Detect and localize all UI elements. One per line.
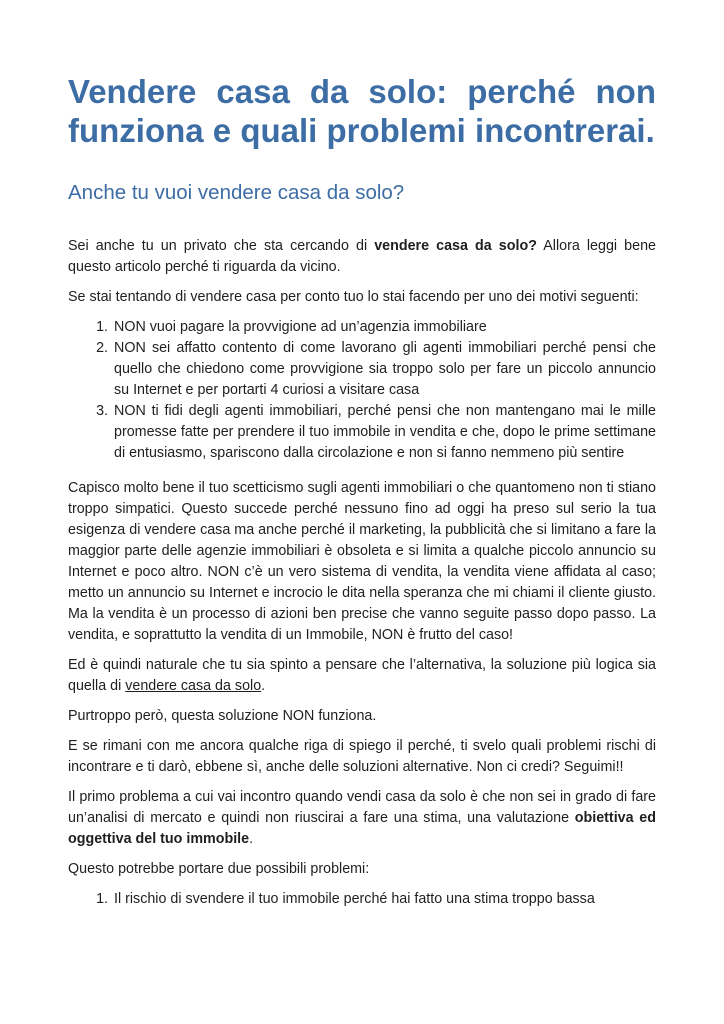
list-item: 1. NON vuoi pagare la provvigione ad un’agenzia immobiliare xyxy=(112,317,656,338)
reasons-list xyxy=(68,317,656,464)
paragraph-not-working: Purtroppo però, questa soluzione NON funziona. xyxy=(68,708,377,724)
bold-keyword: vendere casa da solo? xyxy=(374,238,537,254)
list-item: 3. NON ti fidi degli agenti immobiliari, perché pensi che non mantengano mai le mille promesse fatte per prendere il tuo immobile in vendita e che, dopo le prime settimane di entusiasmo, spariscono dalla circolazione e non si fanno nemmeno più sentire xyxy=(112,401,656,464)
paragraph-scepticism: Capisco molto bene il tuo scetticismo sugli agenti immobiliari o che quantomeno non ti stiano troppo simpatici. Questo succede perché nessuno fino ad oggi ha preso sul serio la tua esigenza di vendere casa ma anche perché il marketing, la pubblicità che si limitano a fare la maggior parte delle agenzie immobiliari è obsoleta e si limita a qualche piccolo annuncio su Internet e poco altro. NON c’è un vero sistema di vendita, la vendita viene affidata al caso; metto un annuncio su Internet e incrocio le dita nella speranza che mi chiami il cliente giusto. Ma la vendita è un processo di azioni ben precise che vanno seguite passo dopo passo. La vendita, e soprattutto la vendita di un Immobile, NON è frutto del caso! xyxy=(68,480,656,643)
article-subtitle: Anche tu vuoi vendere casa da solo? xyxy=(68,181,405,204)
article-body xyxy=(68,72,656,920)
paragraph-reasons-lead: Se stai tentando di vendere casa per conto tuo lo stai facendo per uno dei motivi seguenti: xyxy=(68,289,639,305)
link-vendere-casa-da-solo[interactable]: vendere casa da solo xyxy=(125,678,262,694)
paragraph-alternative: Ed è quindi naturale che tu sia spinto a pensare che l’alternativa, la soluzione più logica sia quella di vendere casa da solo. xyxy=(68,657,656,694)
paragraph-intro: Sei anche tu un privato che sta cercando di vendere casa da solo? Allora leggi bene questo articolo perché ti riguarda da vicino. xyxy=(68,238,656,275)
list-item: 2. NON sei affatto contento di come lavorano gli agenti immobiliari perché pensi che quello che chiedono come provvigione sia troppo solo per fare un piccolo annuncio su Internet e per portarti 4 curiosi a visitare casa xyxy=(112,338,656,401)
bold-keyword: obiettiva ed oggettiva del tuo immobile xyxy=(68,810,656,847)
problems-list xyxy=(68,889,656,910)
paragraph-two-problems: Questo potrebbe portare due possibili problemi: xyxy=(68,861,370,877)
paragraph-first-problem: Il primo problema a cui vai incontro quando vendi casa da solo è che non sei in grado di fare un’analisi di mercato e quindi non riuscirai a fare una stima, una valutazione obiettiva ed oggettiva del tuo immobile. xyxy=(68,789,656,847)
paragraph-follow-me: E se rimani con me ancora qualche riga di spiego il perché, ti svelo quali problemi rischi di incontrare e ti darò, ebbene sì, anche delle soluzioni alternative. Non ci credi? Seguimi!! xyxy=(68,738,656,775)
list-item: 1. Il rischio di svendere il tuo immobile perché hai fatto una stima troppo bassa xyxy=(112,889,656,910)
article-title: Vendere casa da solo: perché non funziona e quali problemi incontrerai. xyxy=(68,73,656,149)
